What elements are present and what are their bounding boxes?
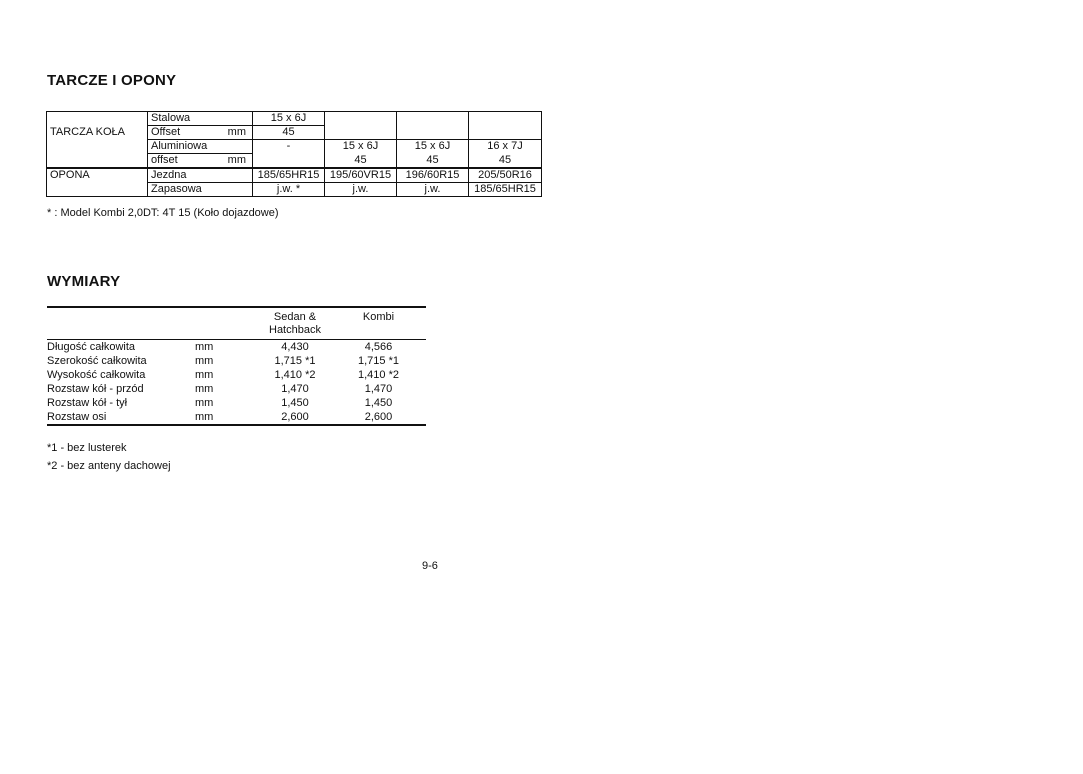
- value-cell: 15 x 6J: [325, 140, 397, 154]
- dimension-unit: mm: [195, 411, 214, 423]
- kombi-value: 1,450: [364, 397, 393, 409]
- row-sub-label: Zapasowa: [148, 183, 253, 197]
- row-sub-label: Jezdna: [148, 168, 253, 183]
- table-row: [47, 126, 542, 140]
- dimension-name: Rozstaw osi: [47, 411, 107, 423]
- dimension-name: Rozstaw kół - przód: [47, 383, 144, 395]
- sedan-value: 4,430: [281, 341, 309, 353]
- row-label: [47, 112, 148, 126]
- value-cell: 185/65HR15: [253, 168, 325, 183]
- table-row: [47, 368, 426, 382]
- header-empty: [195, 307, 259, 340]
- table-row: [47, 183, 542, 197]
- value-cell: [469, 126, 542, 140]
- table-row: [47, 168, 542, 183]
- value-cell: [397, 112, 469, 126]
- sedan-value: 2,600: [281, 411, 309, 423]
- value-cell: 196/60R15: [397, 168, 469, 183]
- value-cell: 45: [325, 154, 397, 169]
- row-sub-label: Offset mm: [148, 126, 253, 140]
- value-cell: 185/65HR15: [469, 183, 542, 197]
- table-row: [47, 112, 542, 126]
- section-title-wheels-tires: TARCZE I OPONY: [47, 72, 177, 89]
- row-sub-label: offset mm: [148, 154, 253, 169]
- row-label: OPONA: [47, 168, 148, 183]
- sedan-value: 1,410 *2: [274, 369, 316, 381]
- kombi-value: 4,566: [364, 341, 393, 353]
- sedan-value: 1,450: [281, 397, 309, 409]
- header-kombi: Kombi: [362, 311, 395, 323]
- sedan-value: 1,470: [281, 383, 309, 395]
- table-row: [47, 396, 426, 410]
- value-cell: j.w.: [325, 183, 397, 197]
- value-cell: 45: [253, 126, 325, 140]
- kombi-value: 1,470: [364, 383, 393, 395]
- value-cell: 45: [469, 154, 542, 169]
- dimension-unit: mm: [195, 397, 214, 409]
- kombi-value: 1,715 *1: [358, 355, 399, 367]
- value-cell: [325, 126, 397, 140]
- kombi-value: 1,410 *2: [358, 369, 399, 381]
- table-row: [47, 410, 426, 425]
- dimension-unit: mm: [195, 369, 214, 381]
- footnote-kombi: * : Model Kombi 2,0DT: 4T 15 (Koło dojazdowe): [47, 207, 279, 219]
- value-cell: j.w.: [397, 183, 469, 197]
- dimension-unit: mm: [195, 341, 214, 353]
- dimension-unit: mm: [195, 355, 214, 367]
- dimension-unit: mm: [195, 383, 214, 395]
- dimension-name: Rozstaw kół - tył: [47, 397, 128, 409]
- dimension-name: Wysokość całkowita: [47, 369, 146, 381]
- table-row: [47, 154, 542, 169]
- row-label: [47, 183, 148, 197]
- dimensions-table: [47, 306, 426, 426]
- row-label: TARCZA KOŁA: [47, 126, 148, 140]
- sedan-value: 1,715 *1: [274, 355, 316, 367]
- value-cell: [469, 112, 542, 126]
- kombi-value: 2,600: [364, 411, 393, 423]
- header-sedan-hatchback: Sedan & Hatchback: [269, 311, 321, 336]
- table-row: [47, 354, 426, 368]
- row-sub-label: Stalowa: [148, 112, 253, 126]
- dimension-name: Szerokość całkowita: [47, 355, 147, 367]
- table-row: [47, 340, 426, 355]
- note-mirrors: *1 - bez lusterek: [47, 442, 127, 454]
- value-cell: [397, 126, 469, 140]
- row-label: [47, 140, 148, 154]
- page-number: 9-6: [422, 560, 438, 572]
- wheels-tires-table: [46, 111, 542, 197]
- table-header-row: [47, 307, 426, 340]
- value-cell: 195/60VR15: [325, 168, 397, 183]
- table-row: [47, 140, 542, 154]
- value-cell: 15 x 6J: [397, 140, 469, 154]
- row-sub-label: Aluminiowa: [148, 140, 253, 154]
- note-roof-antenna: *2 - bez anteny dachowej: [47, 460, 171, 472]
- value-cell: [325, 112, 397, 126]
- table-row: [47, 382, 426, 396]
- value-cell: 15 x 6J: [253, 112, 325, 126]
- row-label: [47, 154, 148, 169]
- value-cell: 45: [397, 154, 469, 169]
- value-cell: 16 x 7J: [469, 140, 542, 154]
- value-cell: 205/50R16: [469, 168, 542, 183]
- value-cell: [253, 154, 325, 169]
- section-title-dimensions: WYMIARY: [47, 273, 121, 290]
- value-cell: -: [253, 140, 325, 154]
- value-cell: j.w. *: [253, 183, 325, 197]
- dimension-name: Długość całkowita: [47, 341, 136, 353]
- header-empty: [47, 307, 195, 340]
